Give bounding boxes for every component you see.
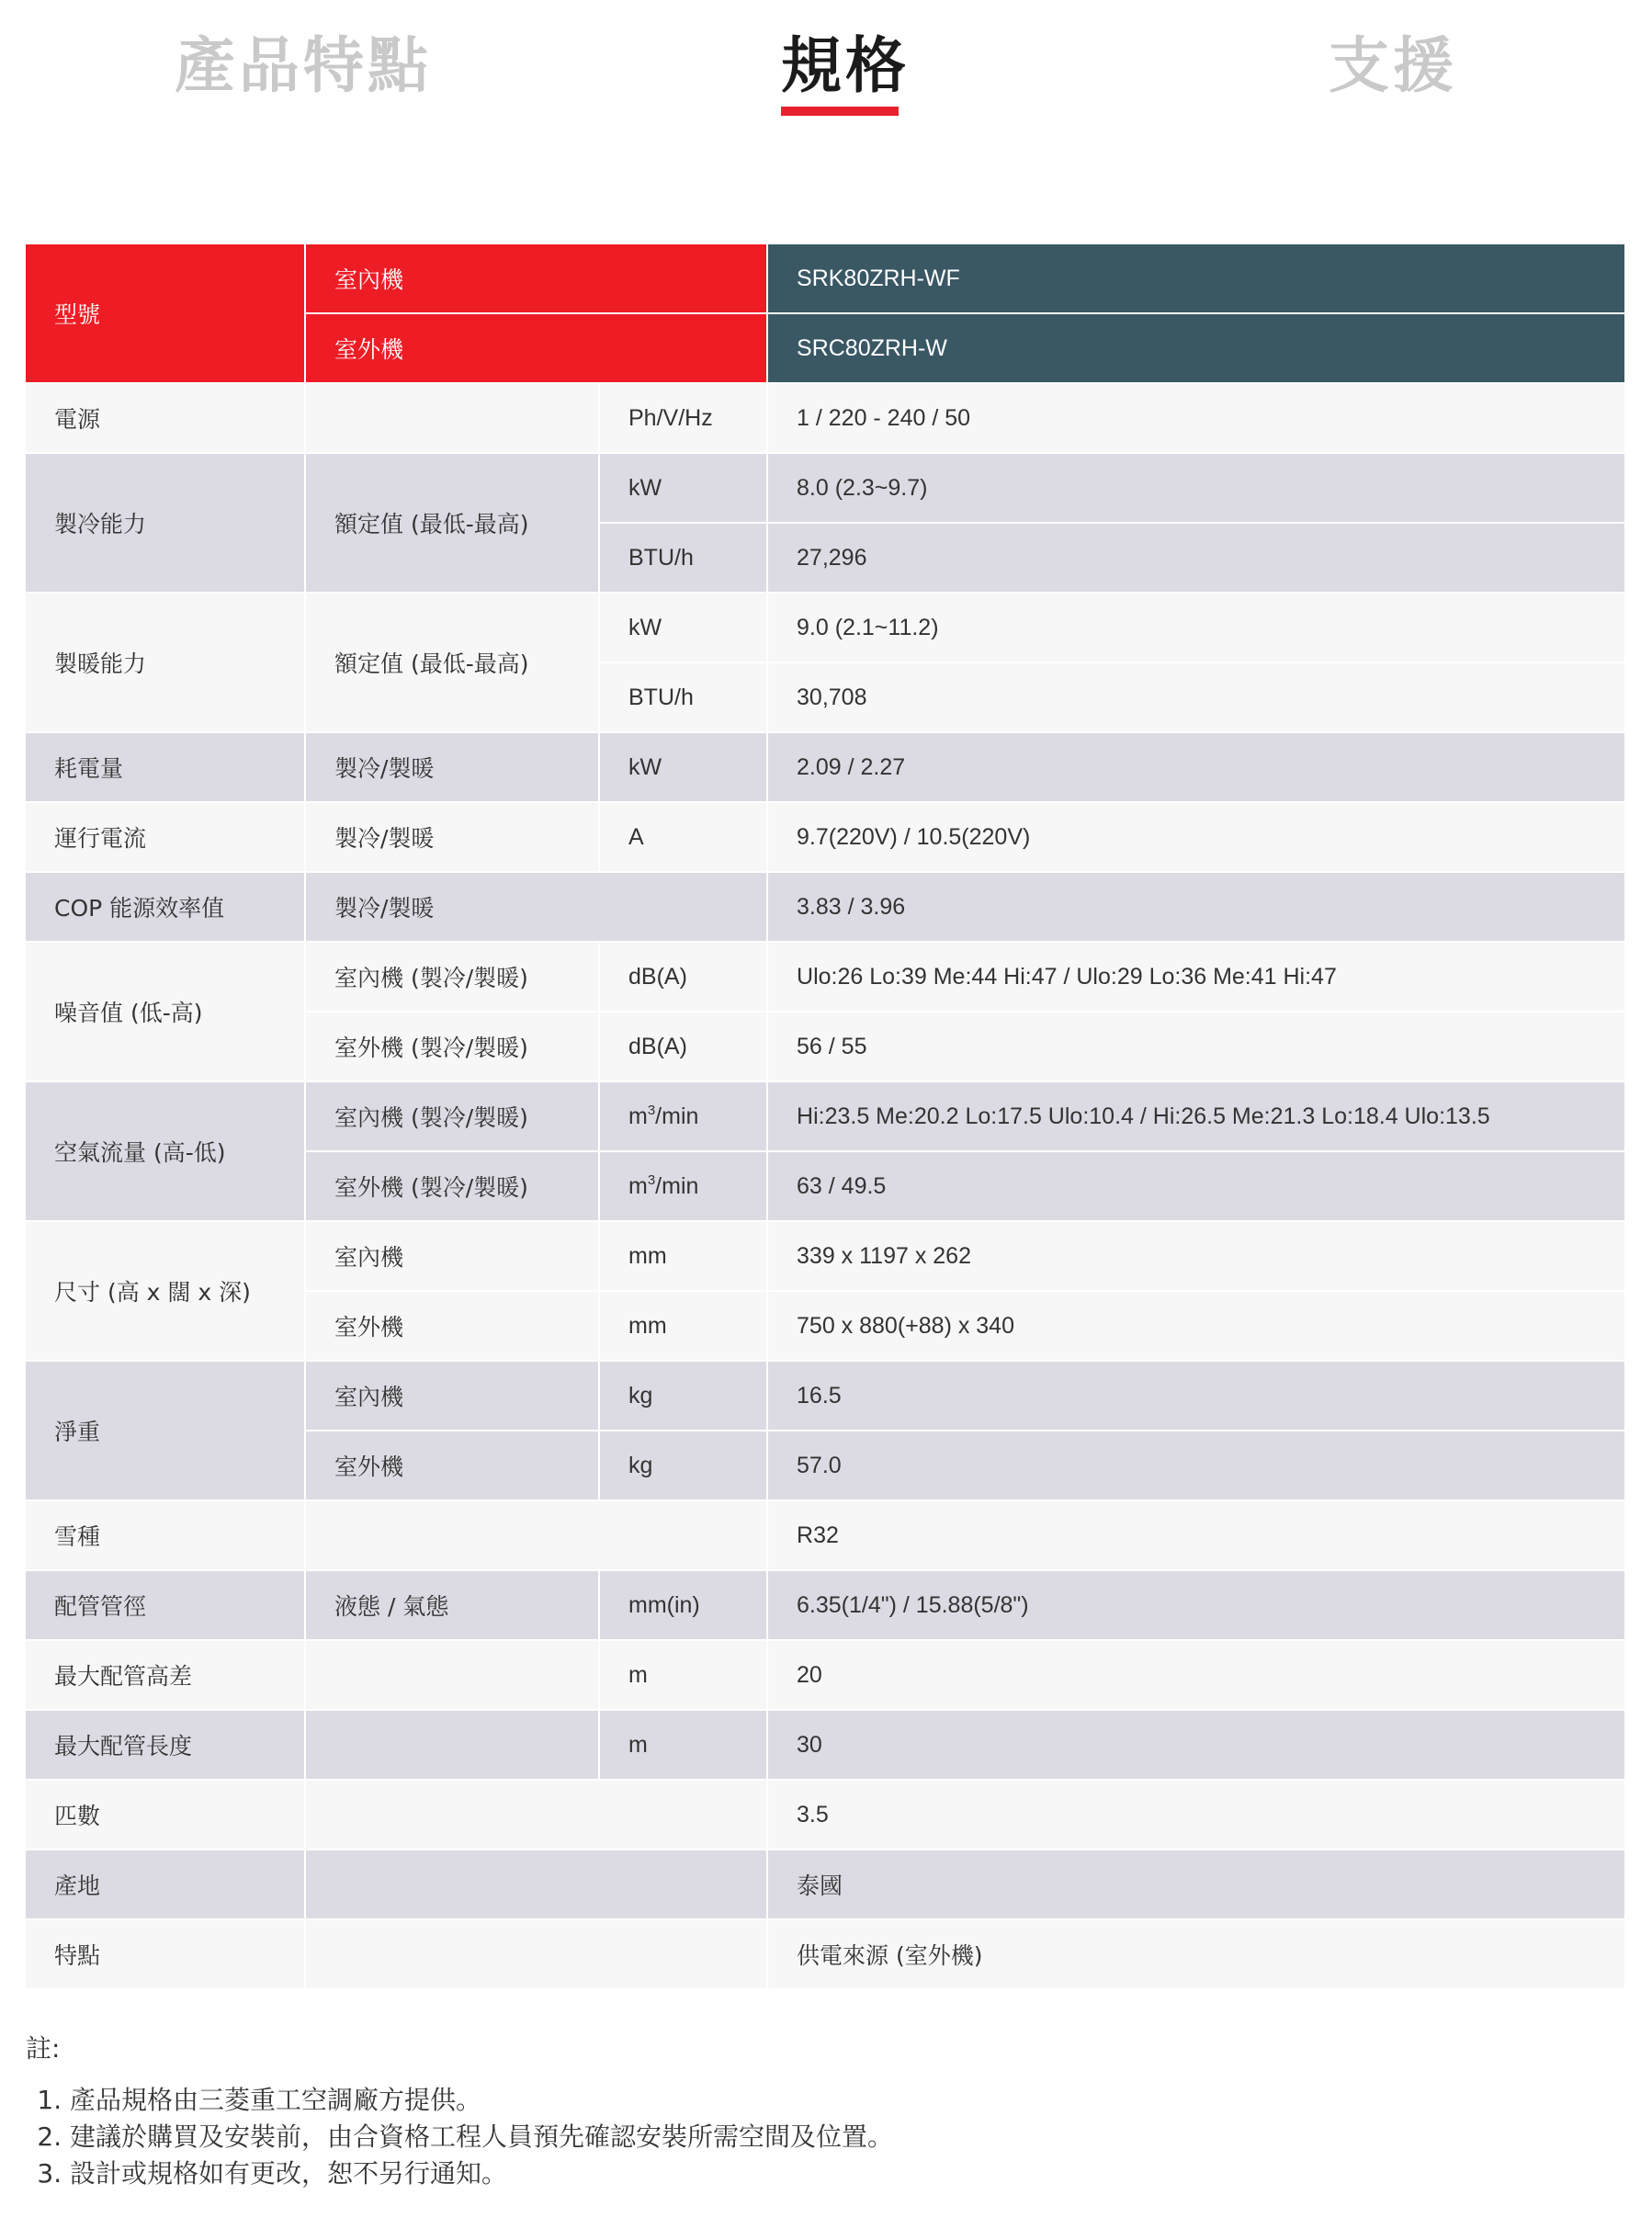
table-row bbox=[26, 454, 1624, 524]
row-unit: kW bbox=[600, 594, 768, 663]
row-unit: m bbox=[600, 1641, 768, 1711]
row-label: 製冷能力 bbox=[26, 454, 306, 594]
row-label: 最大配管高差 bbox=[26, 1641, 306, 1711]
row-value: 3.5 bbox=[768, 1781, 1624, 1850]
row-unit: kW bbox=[600, 454, 768, 524]
row-unit: m bbox=[600, 1711, 768, 1781]
row-value: 339 x 1197 x 262 bbox=[768, 1222, 1624, 1292]
row-unit: kg bbox=[600, 1362, 768, 1431]
spec-table bbox=[26, 244, 1624, 1990]
table-row bbox=[26, 803, 1624, 873]
row-sub: 室外機 bbox=[306, 1292, 600, 1362]
row-unit bbox=[600, 1082, 768, 1152]
row-label: 運行電流 bbox=[26, 803, 306, 873]
row-sub: 室內機 (製冷/製暖) bbox=[306, 943, 600, 1013]
note-item: 1. 產品規格由三菱重工空調廠方提供。 bbox=[70, 2082, 893, 2119]
row-sub: 室外機 bbox=[306, 1431, 600, 1501]
table-row bbox=[26, 1781, 1624, 1850]
row-sub: 製冷/製暖 bbox=[306, 733, 600, 803]
row-label: 產地 bbox=[26, 1850, 306, 1920]
note-item: 3. 設計或規格如有更改，恕不另行通知。 bbox=[70, 2155, 893, 2192]
row-label: 特點 bbox=[26, 1920, 306, 1990]
row-sub: 製冷/製暖 bbox=[306, 803, 600, 873]
row-label: 匹數 bbox=[26, 1781, 306, 1850]
table-row bbox=[26, 384, 1624, 454]
row-sub: 室內機 bbox=[306, 1362, 600, 1431]
row-sub: 額定值 (最低-最高) bbox=[306, 454, 600, 594]
row-value: 57.0 bbox=[768, 1431, 1624, 1501]
unit-sup: 3 bbox=[647, 1102, 656, 1118]
model-label: 型號 bbox=[26, 244, 306, 384]
row-label: 製暖能力 bbox=[26, 594, 306, 733]
row-label: 耗電量 bbox=[26, 733, 306, 803]
row-label: 淨重 bbox=[26, 1362, 306, 1501]
table-row bbox=[26, 1362, 1624, 1431]
row-value: 3.83 / 3.96 bbox=[768, 873, 1624, 943]
table-row bbox=[26, 943, 1624, 1013]
row-value: 供電來源 (室外機) bbox=[768, 1920, 1624, 1990]
row-sub bbox=[306, 1501, 768, 1571]
row-value: Ulo:26 Lo:39 Me:44 Hi:47 / Ulo:29 Lo:36 Me:41 Hi:47 bbox=[768, 943, 1624, 1013]
row-unit: mm(in) bbox=[600, 1571, 768, 1641]
row-sub bbox=[306, 1711, 600, 1781]
table-row bbox=[26, 1501, 1624, 1571]
table-row bbox=[26, 1711, 1624, 1781]
tab-features[interactable]: 產品特點 bbox=[175, 30, 432, 101]
row-unit: A bbox=[600, 803, 768, 873]
row-value: 63 / 49.5 bbox=[768, 1152, 1624, 1222]
active-tab-indicator bbox=[781, 107, 899, 116]
row-sub: 室外機 (製冷/製暖) bbox=[306, 1152, 600, 1222]
row-unit: kg bbox=[600, 1431, 768, 1501]
table-row bbox=[26, 1850, 1624, 1920]
row-sub bbox=[306, 384, 600, 454]
row-value: 27,296 bbox=[768, 524, 1624, 594]
row-value: 9.0 (2.1~11.2) bbox=[768, 594, 1624, 663]
row-label: 尺寸 (高 x 闊 x 深) bbox=[26, 1222, 306, 1362]
row-value: 6.35(1/4") / 15.88(5/8") bbox=[768, 1571, 1624, 1641]
row-unit: kW bbox=[600, 733, 768, 803]
notes-list bbox=[26, 2082, 893, 2192]
row-label: 電源 bbox=[26, 384, 306, 454]
table-row bbox=[26, 733, 1624, 803]
notes-section bbox=[26, 2029, 893, 2192]
table-row bbox=[26, 873, 1624, 943]
row-unit: mm bbox=[600, 1222, 768, 1292]
row-unit: BTU/h bbox=[600, 524, 768, 594]
table-row bbox=[26, 1641, 1624, 1711]
row-sub bbox=[306, 1850, 768, 1920]
outdoor-unit-label: 室外機 bbox=[306, 314, 768, 384]
unit-base: m bbox=[628, 1172, 648, 1199]
row-value: 30 bbox=[768, 1711, 1624, 1781]
table-row bbox=[26, 1222, 1624, 1292]
row-sub: 室外機 (製冷/製暖) bbox=[306, 1013, 600, 1082]
indoor-unit-label: 室內機 bbox=[306, 244, 768, 314]
row-value: 30,708 bbox=[768, 663, 1624, 733]
table-row bbox=[26, 594, 1624, 663]
row-unit: dB(A) bbox=[600, 943, 768, 1013]
row-label: 空氣流量 (高-低) bbox=[26, 1082, 306, 1222]
unit-tail: /min bbox=[655, 1103, 699, 1129]
row-unit bbox=[600, 1152, 768, 1222]
row-label: 雪種 bbox=[26, 1501, 306, 1571]
outdoor-model-value: SRC80ZRH-W bbox=[768, 314, 1624, 384]
row-label: 最大配管長度 bbox=[26, 1711, 306, 1781]
table-row bbox=[26, 1920, 1624, 1990]
row-value: 16.5 bbox=[768, 1362, 1624, 1431]
row-value: Hi:23.5 Me:20.2 Lo:17.5 Ulo:10.4 / Hi:26.5 Me:21.3 Lo:18.4 Ulo:13.5 bbox=[768, 1082, 1624, 1152]
unit-sup: 3 bbox=[647, 1171, 656, 1188]
row-sub: 額定值 (最低-最高) bbox=[306, 594, 600, 733]
row-unit: BTU/h bbox=[600, 663, 768, 733]
row-sub: 室內機 (製冷/製暖) bbox=[306, 1082, 600, 1152]
tab-specifications[interactable]: 規格 bbox=[781, 30, 910, 101]
row-value: R32 bbox=[768, 1501, 1624, 1571]
unit-tail: /min bbox=[655, 1172, 699, 1199]
row-sub bbox=[306, 1920, 768, 1990]
row-label: 噪音值 (低-高) bbox=[26, 943, 306, 1082]
row-sub bbox=[306, 1781, 768, 1850]
table-row bbox=[26, 1571, 1624, 1641]
notes-title: 註: bbox=[26, 2033, 61, 2064]
unit-base: m bbox=[628, 1103, 648, 1129]
indoor-model-value: SRK80ZRH-WF bbox=[768, 244, 1624, 314]
row-unit: dB(A) bbox=[600, 1013, 768, 1082]
row-value: 9.7(220V) / 10.5(220V) bbox=[768, 803, 1624, 873]
note-item: 2. 建議於購買及安裝前，由合資格工程人員預先確認安裝所需空間及位置。 bbox=[70, 2119, 893, 2155]
row-sub: 液態 / 氣態 bbox=[306, 1571, 600, 1641]
row-sub: 製冷/製暖 bbox=[306, 873, 768, 943]
row-value: 750 x 880(+88) x 340 bbox=[768, 1292, 1624, 1362]
row-value: 2.09 / 2.27 bbox=[768, 733, 1624, 803]
row-sub bbox=[306, 1641, 600, 1711]
table-row bbox=[26, 1082, 1624, 1152]
row-value: 8.0 (2.3~9.7) bbox=[768, 454, 1624, 524]
row-value: 1 / 220 - 240 / 50 bbox=[768, 384, 1624, 454]
row-unit: Ph/V/Hz bbox=[600, 384, 768, 454]
row-value: 56 / 55 bbox=[768, 1013, 1624, 1082]
row-label: 配管管徑 bbox=[26, 1571, 306, 1641]
row-unit: mm bbox=[600, 1292, 768, 1362]
row-value: 20 bbox=[768, 1641, 1624, 1711]
tab-support[interactable]: 支援 bbox=[1329, 30, 1457, 101]
row-sub: 室內機 bbox=[306, 1222, 600, 1292]
row-label: COP 能源效率值 bbox=[26, 873, 306, 943]
tab-bar bbox=[0, 0, 1652, 119]
row-value: 泰國 bbox=[768, 1850, 1624, 1920]
